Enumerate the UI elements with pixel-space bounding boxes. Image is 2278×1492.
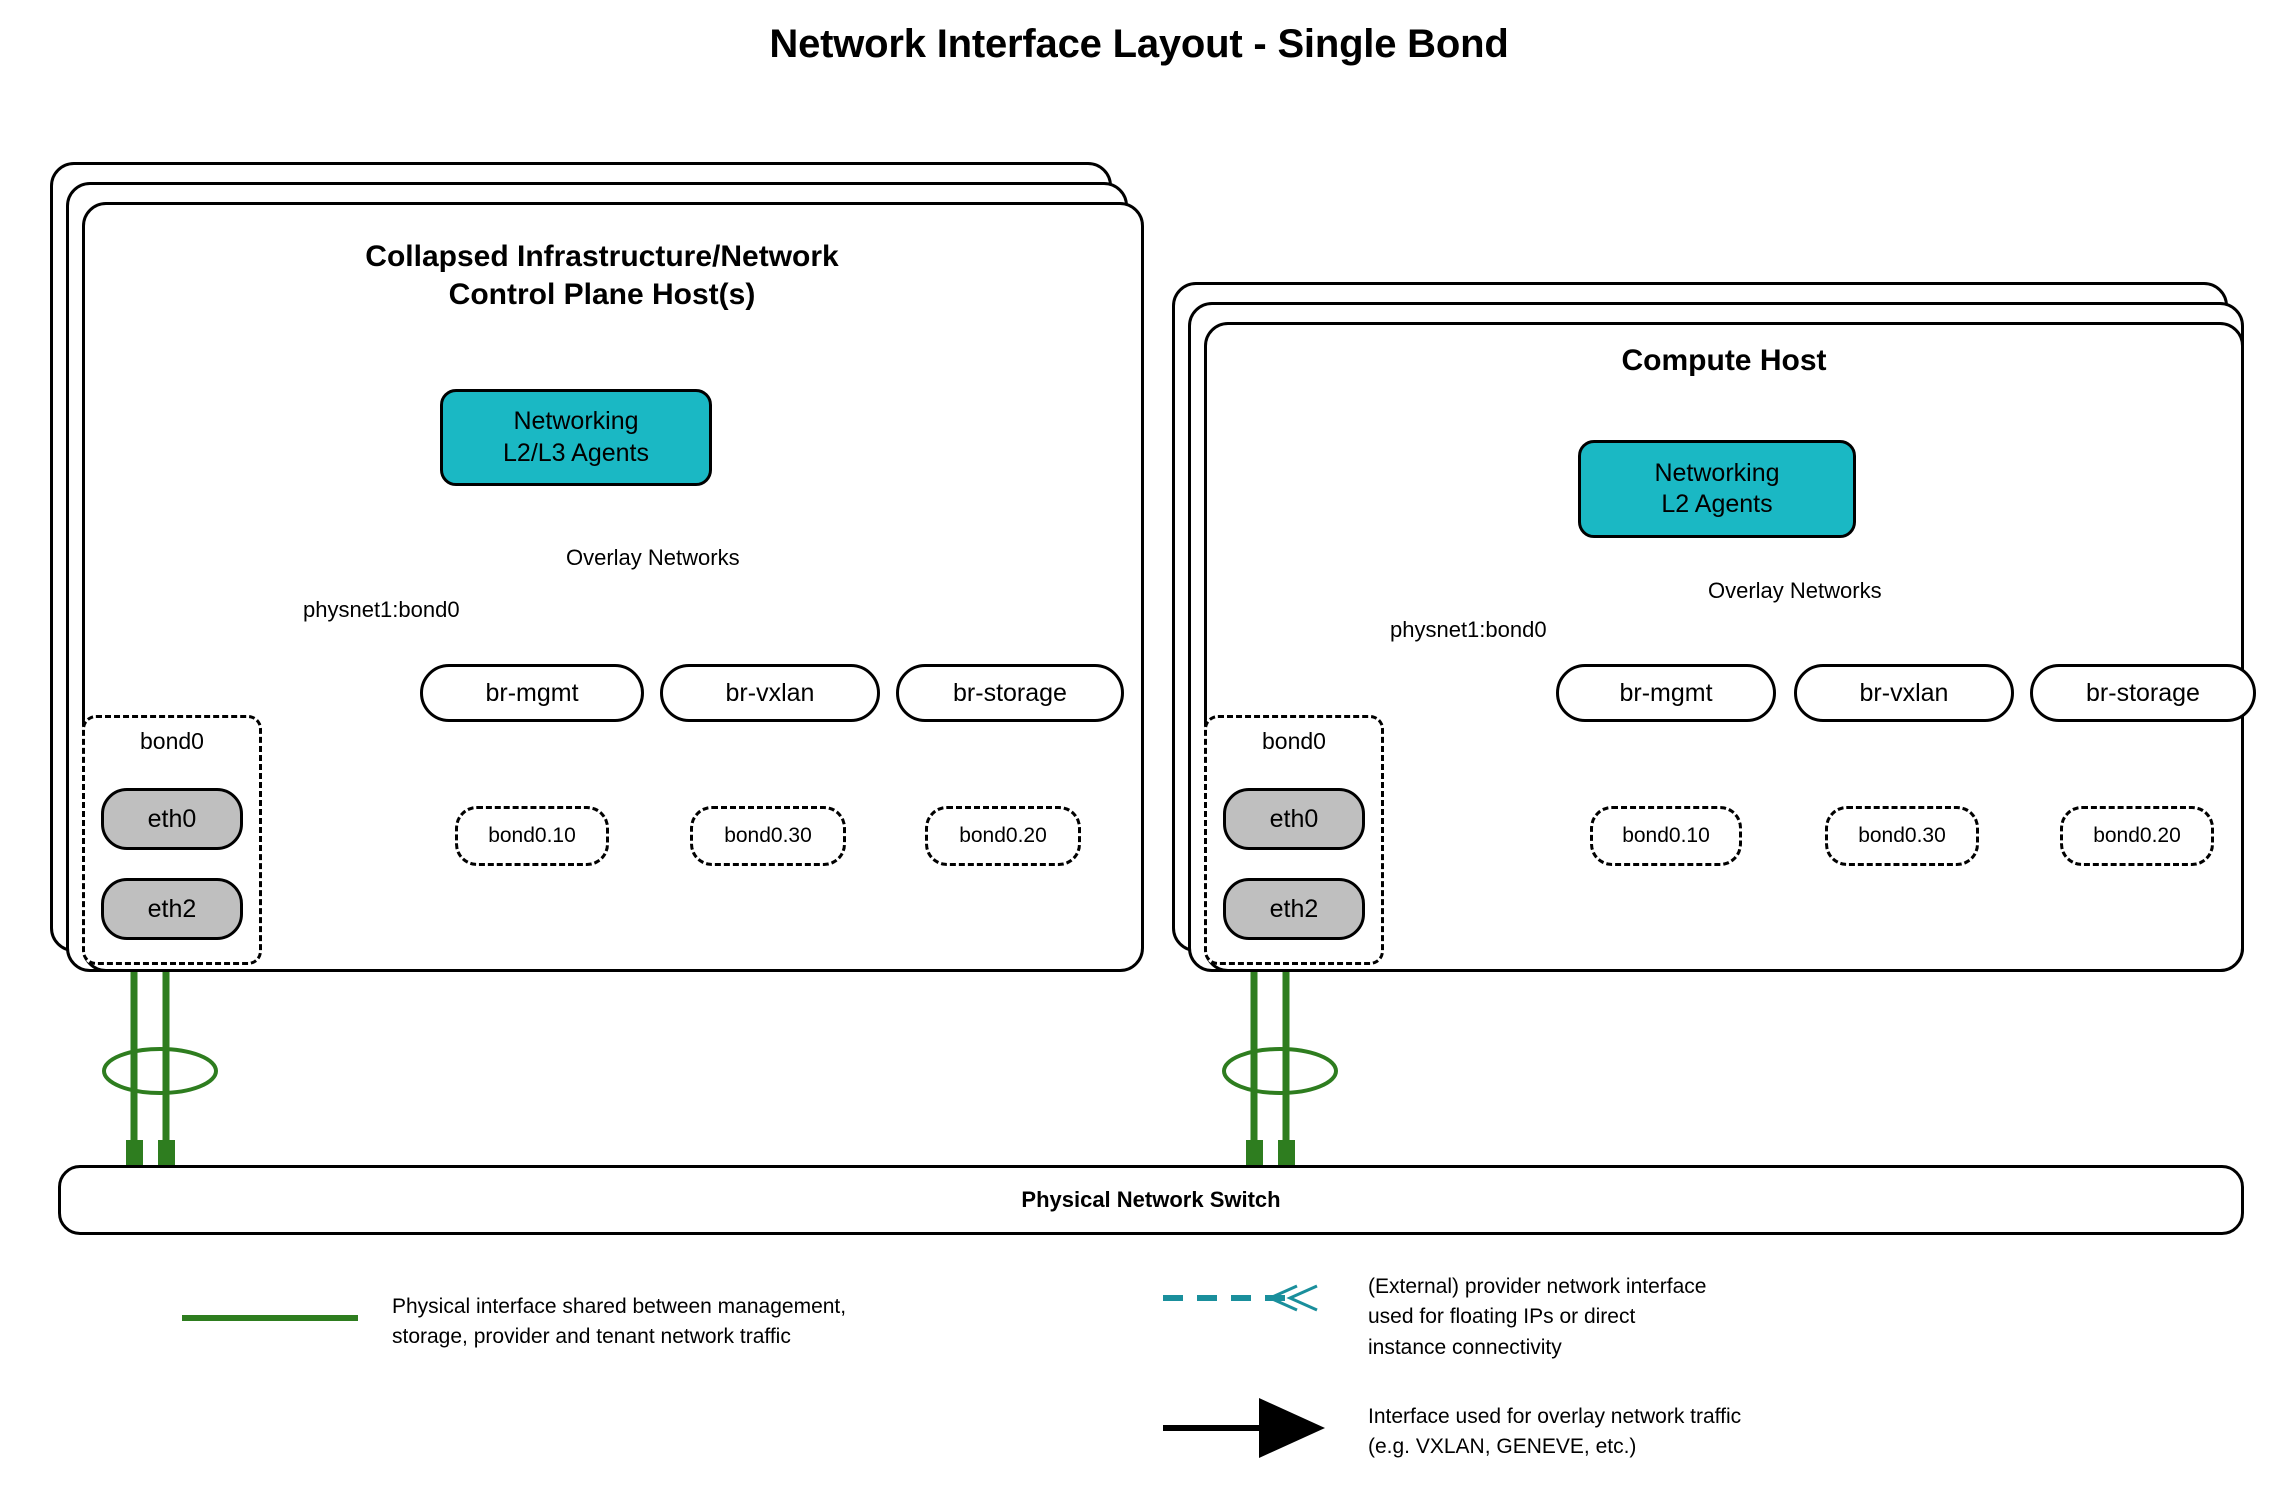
compute-agent-line1: Networking	[1654, 458, 1780, 487]
control-agent-line1: Networking	[513, 407, 639, 436]
control-vlan-bond0-30[interactable]: bond0.30	[690, 806, 846, 866]
compute-physical-cables	[1224, 965, 1336, 1176]
legend-overlay-line1: Interface used for overlay network traffic	[1368, 1405, 1742, 1428]
control-bond-label: bond0	[140, 728, 204, 754]
compute-bond-label: bond0	[1262, 728, 1326, 754]
compute-bridge-br-storage[interactable]: br-storage	[2030, 664, 2256, 722]
compute-nic-eth2[interactable]: eth2	[1223, 878, 1365, 940]
compute-bridge-br-mgmt[interactable]: br-mgmt	[1556, 664, 1776, 722]
control-host-title-line2: Control Plane Host(s)	[448, 277, 756, 311]
control-agent-line2: L2/L3 Agents	[503, 438, 649, 467]
legend-provider-line1: (External) provider network interface	[1368, 1275, 1707, 1298]
compute-networking-agents-box[interactable]	[1578, 440, 1856, 538]
legend-provider-line2: used for floating IPs or direct	[1368, 1305, 1636, 1329]
control-physical-cables	[104, 965, 216, 1176]
control-networking-agents-box[interactable]	[440, 389, 712, 486]
control-bridge-br-mgmt[interactable]: br-mgmt	[420, 664, 644, 722]
control-nic-eth2[interactable]: eth2	[101, 878, 243, 940]
control-host-title	[182, 238, 1022, 313]
physical-network-switch[interactable]: Physical Network Switch	[58, 1165, 2244, 1235]
compute-vlan-bond0-20[interactable]: bond0.20	[2060, 806, 2214, 866]
legend-provider-text	[1368, 1272, 1968, 1363]
compute-vlan-bond0-30[interactable]: bond0.30	[1825, 806, 1979, 866]
compute-overlay-label: Overlay Networks	[1708, 578, 1882, 603]
compute-host-title	[1264, 342, 2184, 380]
legend-physical-text	[392, 1292, 992, 1353]
control-overlay-label: Overlay Networks	[566, 545, 740, 570]
compute-host-title-line1: Compute Host	[1621, 344, 1827, 377]
legend-overlay-line2: (e.g. VXLAN, GENEVE, etc.)	[1368, 1435, 1637, 1459]
control-host-title-line1: Collapsed Infrastructure/Network	[365, 240, 839, 273]
legend-overlay-text	[1368, 1402, 1988, 1463]
control-vlan-bond0-10[interactable]: bond0.10	[455, 806, 609, 866]
compute-nic-eth0[interactable]: eth0	[1223, 788, 1365, 850]
compute-bridge-br-vxlan[interactable]: br-vxlan	[1794, 664, 2014, 722]
page-title: Network Interface Layout - Single Bond	[769, 22, 1509, 66]
control-provider-label: physnet1:bond0	[303, 597, 460, 622]
control-bridge-br-vxlan[interactable]: br-vxlan	[660, 664, 880, 722]
control-nic-eth0[interactable]: eth0	[101, 788, 243, 850]
compute-provider-label: physnet1:bond0	[1390, 617, 1547, 642]
compute-agent-line2: L2 Agents	[1661, 490, 1773, 518]
legend-physical-line1: Physical interface shared between management,	[392, 1295, 847, 1318]
compute-vlan-bond0-10[interactable]: bond0.10	[1590, 806, 1742, 866]
control-bridge-br-storage[interactable]: br-storage	[896, 664, 1124, 722]
legend-physical-line2: storage, provider and tenant network traffic	[392, 1325, 791, 1349]
legend-provider-line3: instance connectivity	[1368, 1335, 1562, 1359]
control-vlan-bond0-20[interactable]: bond0.20	[925, 806, 1081, 866]
